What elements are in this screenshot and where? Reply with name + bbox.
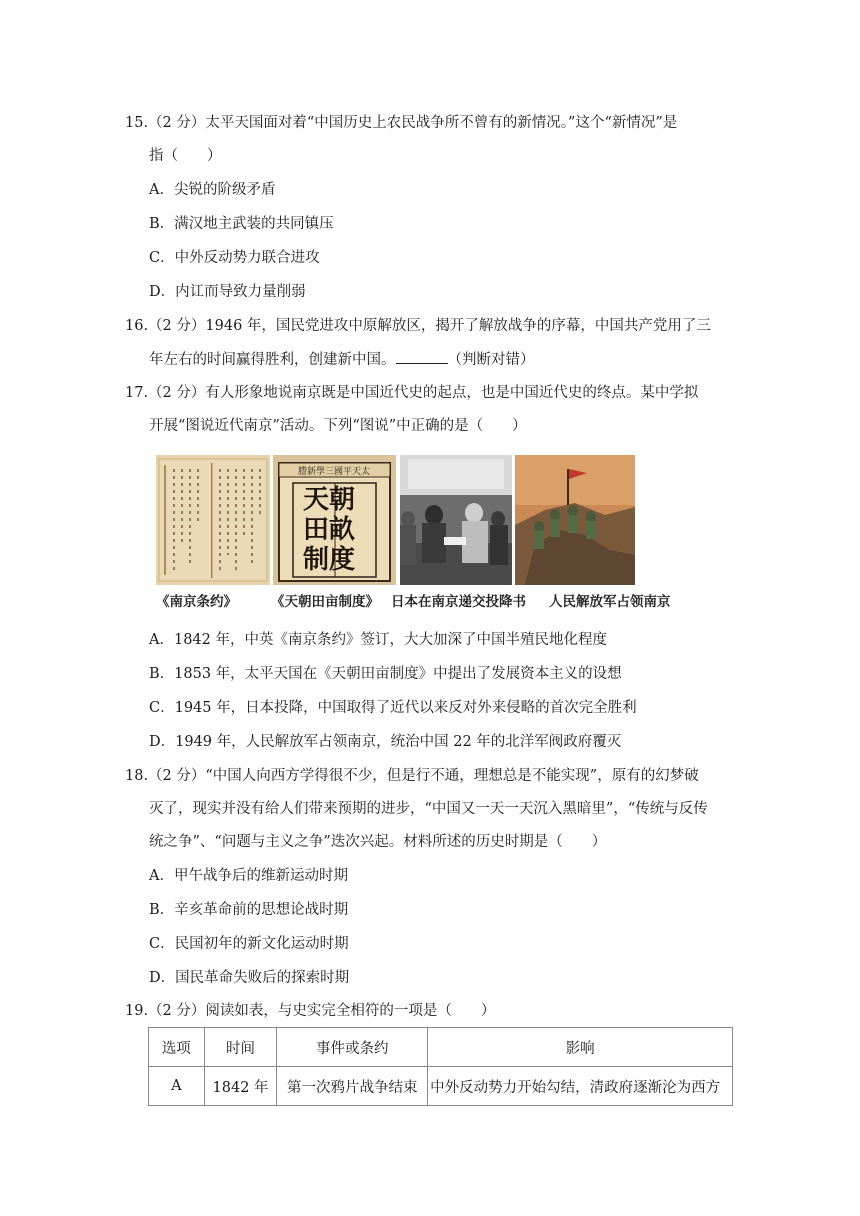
q17-image-captions bbox=[156, 590, 696, 612]
table-cell: 第一次鸦片战争结束 bbox=[277, 1067, 428, 1106]
q18-stem-line2: 灭了，现实并没有给人们带来预期的进步，“中国又一天一天沉入黑暗里”，“传统与反传 bbox=[149, 801, 708, 817]
table-header-row bbox=[149, 1028, 733, 1067]
q18-option-d: D．国民革命失败后的探索时期 bbox=[149, 970, 350, 986]
table-row bbox=[149, 1067, 733, 1106]
q18-stem-line3: 统之争”、“问题与主义之争”迭次兴起。材料所述的历史时期是（ ） bbox=[149, 834, 607, 850]
land-system-picture bbox=[273, 455, 396, 585]
table-header-cell: 选项 bbox=[149, 1028, 205, 1067]
surrender-ceremony-picture bbox=[400, 455, 512, 585]
table-cell: 中外反动势力开始勾结，清政府逐渐沦为西方 bbox=[428, 1067, 733, 1106]
q18-option-a: A．甲午战争后的维新运动时期 bbox=[149, 868, 348, 884]
q15-stem-line2: 指（ ） bbox=[149, 148, 222, 164]
q18-option-b: B．辛亥革命前的思想论战时期 bbox=[149, 902, 349, 918]
q15-option-c: C．中外反动势力联合进攻 bbox=[149, 250, 320, 266]
doc2-header-text: 謄新學三國平天太 bbox=[297, 467, 371, 477]
q17-stem-line1: 17.（2 分）有人形象地说南京既是中国近代史的起点，也是中国近代史的终点。某中学拟 bbox=[125, 385, 699, 401]
q17-stem-line2: 开展“图说近代南京”活动。下列“图说”中正确的是（ ） bbox=[149, 418, 527, 434]
q16-stem-line2 bbox=[149, 349, 535, 370]
q16-judge-label: （判断对错） bbox=[447, 352, 535, 368]
table-cell: 1842 年 bbox=[204, 1067, 277, 1106]
q16-stem-text: 年左右的时间赢得胜利，创建新中国。 bbox=[149, 352, 396, 368]
table-cell: A bbox=[149, 1067, 205, 1106]
q16-stem-line1: 16.（2 分）1946 年，国民党进攻中原解放区，揭开了解放战争的序幕，中国共产党用了三 bbox=[125, 318, 711, 334]
pla-occupy-nanjing-picture bbox=[515, 455, 635, 585]
q15-stem-line1: 15.（2 分）太平天国面对着“中国历史上农民战争所不曾有的新情况。”这个“新情况”是 bbox=[125, 115, 678, 131]
table-header-cell: 事件或条约 bbox=[277, 1028, 428, 1067]
caption-pla-nanjing: 人民解放军占领南京 bbox=[549, 594, 671, 610]
nanjing-treaty-picture bbox=[156, 455, 270, 585]
q17-option-b: B．1853 年，太平天国在《天朝田亩制度》中提出了发展资本主义的设想 bbox=[149, 666, 622, 682]
doc2-title: 天朝田畝制度 bbox=[303, 485, 356, 575]
q18-option-c: C．民国初年的新文化运动时期 bbox=[149, 936, 349, 952]
q19-stem: 19.（2 分）阅读如表，与史实完全相符的一项是（ ） bbox=[125, 1003, 496, 1019]
q19-table bbox=[148, 1027, 733, 1106]
caption-nanjing-treaty: 《南京条约》 bbox=[156, 594, 237, 610]
q15-option-d: D．内讧而导致力量削弱 bbox=[149, 284, 306, 300]
q17-option-d: D．1949 年，人民解放军占领南京，统治中国 22 年的北洋军阀政府覆灭 bbox=[149, 734, 622, 750]
caption-land-system: 《天朝田亩制度》 bbox=[271, 594, 379, 610]
table-header-cell: 时间 bbox=[204, 1028, 277, 1067]
q15-option-b: B．满汉地主武装的共同镇压 bbox=[149, 216, 334, 232]
caption-surrender: 日本在南京递交投降书 bbox=[391, 594, 526, 610]
q15-option-a: A．尖锐的阶级矛盾 bbox=[149, 182, 276, 198]
q17-option-a: A．1842 年，中英《南京条约》签订，大大加深了中国半殖民地化程度 bbox=[149, 632, 607, 648]
q17-option-c: C．1945 年，日本投降，中国取得了近代以来反对外来侵略的首次完全胜利 bbox=[149, 700, 637, 716]
q17-image-strip bbox=[156, 455, 636, 585]
q16-answer-blank bbox=[396, 349, 448, 364]
q18-stem-line1: 18.（2 分）“中国人向西方学得很不少，但是行不通，理想总是不能实现”，原有的幻梦破 bbox=[125, 768, 699, 784]
table-header-cell: 影响 bbox=[428, 1028, 733, 1067]
